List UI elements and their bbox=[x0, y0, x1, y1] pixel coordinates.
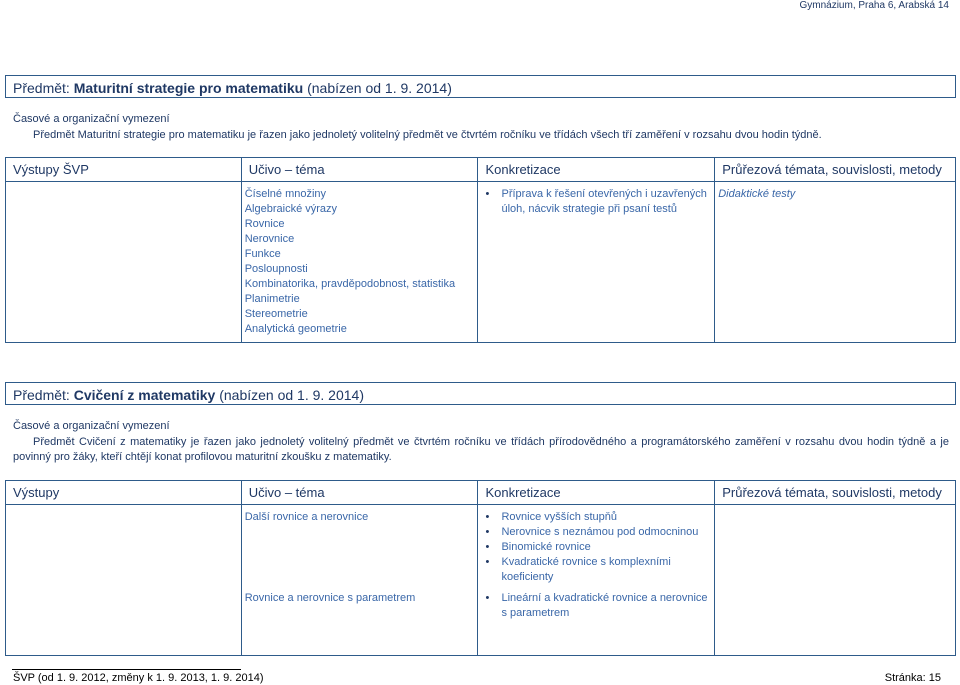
subject-prefix: Předmět: bbox=[13, 387, 74, 403]
topic-item: Posloupnosti bbox=[244, 263, 308, 275]
topic-item: Kombinatorika, pravděpodobnost, statistika bbox=[244, 278, 456, 290]
cross-cell bbox=[715, 505, 956, 656]
col-header-outputs: Výstupy bbox=[6, 481, 242, 505]
topic-cell bbox=[241, 505, 478, 656]
topic-item: Stereometrie bbox=[244, 308, 308, 320]
topic-item: Nerovnice bbox=[244, 233, 295, 245]
footer-rule bbox=[12, 669, 241, 670]
topic-item: Rovnice bbox=[244, 218, 285, 230]
footer-version: ŠVP (od 1. 9. 2012, změny k 1. 9. 2013, 1. 9. 2014) bbox=[13, 672, 264, 684]
subject-suffix: (nabízen od 1. 9. 2014) bbox=[303, 80, 452, 96]
subject-title-2 bbox=[5, 382, 956, 405]
col-header-concretization: Konkretizace bbox=[478, 158, 715, 182]
col-header-cross: Průřezová témata, souvislosti, metody bbox=[715, 158, 956, 182]
topic-item: Analytická geometrie bbox=[244, 323, 347, 335]
outputs-cell bbox=[6, 182, 242, 343]
topic-item: Planimetrie bbox=[244, 293, 300, 305]
topic-item: Rovnice a nerovnice s parametrem bbox=[244, 592, 416, 604]
curriculum-table-2 bbox=[5, 480, 956, 656]
org-text-1: Předmět Maturitní strategie pro matematiku je řazen jako jednoletý volitelný předmět ve čtvrtém ročníku ve třídách všech tří zaměření v rozsahu dvou hodin týdně. bbox=[33, 129, 822, 141]
concretization-item: • Rovnice vyšších stupňů bbox=[481, 510, 711, 525]
col-header-topic: Učivo – téma bbox=[241, 481, 478, 505]
curriculum-table-1 bbox=[5, 157, 956, 343]
org-text-2: Předmět Cvičení z matematiky je řazen jako jednoletý volitelný předmět ve čtvrtém ročníku ve třídách přírodovědného a programátorského zaměření v rozsahu dvou hodin týdně a je povinný pro žáky, kteří chtějí konat profilovou maturitní zkoušku z matematiky. bbox=[13, 436, 949, 463]
concretization-item: • Lineární a kvadratické rovnice a nerovnice s parametrem bbox=[481, 591, 711, 621]
school-header: Gymnázium, Praha 6, Arabská 14 bbox=[799, 0, 949, 11]
concretization-cell bbox=[478, 182, 715, 343]
col-header-outputs: Výstupy ŠVP bbox=[6, 158, 242, 182]
concretization-item: • Binomické rovnice bbox=[481, 540, 711, 555]
org-title-1: Časové a organizační vymezení bbox=[13, 113, 170, 125]
subject-name: Maturitní strategie pro matematiku bbox=[73, 80, 304, 96]
subject-prefix: Předmět: bbox=[13, 80, 74, 96]
topic-item: Algebraické výrazy bbox=[244, 203, 338, 215]
subject-suffix: (nabízen od 1. 9. 2014) bbox=[215, 387, 364, 403]
subject-name: Cvičení z matematiky bbox=[73, 387, 216, 403]
outputs-cell bbox=[6, 505, 242, 656]
concretization-item: • Kvadratické rovnice s komplexními koeficienty bbox=[481, 555, 711, 585]
concretization-item: • Příprava k řešení otevřených i uzavřených úloh, nácvik strategie při psaní testů bbox=[481, 187, 711, 217]
page-number: Stránka: 15 bbox=[884, 672, 941, 684]
topic-item: Funkce bbox=[244, 248, 281, 260]
cross-cell: Didaktické testy bbox=[715, 182, 956, 343]
topic-item: Číselné množiny bbox=[244, 188, 327, 200]
concretization-item: • Nerovnice s neznámou pod odmocninou bbox=[481, 525, 711, 540]
col-header-topic: Učivo – téma bbox=[241, 158, 478, 182]
subject-title-1 bbox=[5, 75, 956, 98]
concretization-cell bbox=[478, 505, 715, 656]
org-title-2: Časové a organizační vymezení bbox=[13, 420, 170, 432]
topic-cell bbox=[241, 182, 478, 343]
topic-item: Další rovnice a nerovnice bbox=[244, 511, 369, 523]
col-header-cross: Průřezová témata, souvislosti, metody bbox=[715, 481, 956, 505]
col-header-concretization: Konkretizace bbox=[478, 481, 715, 505]
